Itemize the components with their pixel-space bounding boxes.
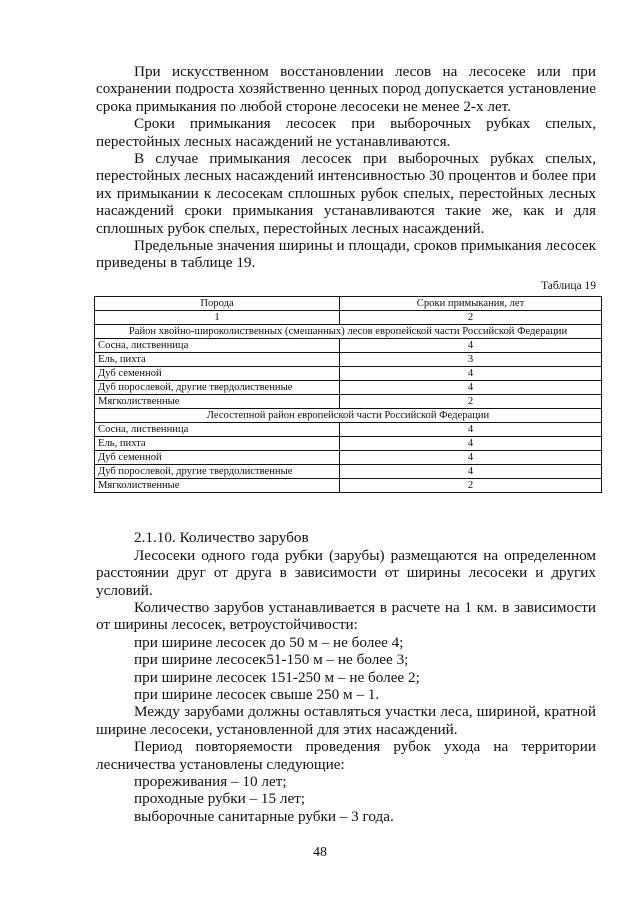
species-cell: Мягколиственные [95, 395, 340, 409]
table-row [95, 339, 602, 353]
column-header: Сроки примыкания, лет [340, 297, 602, 311]
table-caption: Таблица 19 [541, 279, 596, 292]
table-number-row [95, 311, 602, 325]
column-number: 1 [95, 311, 340, 325]
species-cell: Сосна, лиственница [95, 339, 340, 353]
value-cell: 2 [340, 479, 602, 493]
value-cell: 2 [340, 395, 602, 409]
value-cell: 4 [340, 465, 602, 479]
table-section-row [95, 325, 602, 339]
list-item: при ширине лесосек свыше 250 м – 1. [134, 685, 380, 703]
value-cell: 4 [340, 437, 602, 451]
table-row [95, 451, 602, 465]
paragraph: Между зарубами должны оставляться участки леса, шириной, кратной ширине лесосеки, установленной для этих насаждений. [96, 703, 596, 738]
list-item: проходные рубки – 15 лет; [134, 790, 306, 808]
species-cell: Сосна, лиственница [95, 423, 340, 437]
species-cell: Ель, пихта [95, 353, 340, 367]
table-row [95, 465, 602, 479]
paragraph: При искусственном восстановлении лесов на лесосеке или при сохранении подроста хозяйственно ценных пород допускается установление срока примыкания по любой стороне лесосеки не менее 2-х лет. [96, 63, 596, 115]
value-cell: 4 [340, 339, 602, 353]
column-number: 2 [340, 311, 602, 325]
list-item: при ширине лесосек 151-250 м – не более 2; [134, 668, 420, 686]
section-heading: 2.1.10. Количество зарубов [134, 529, 309, 547]
paragraph: Период повторяемости проведения рубок ухода на территории лесничества установлены следующие: [96, 738, 596, 773]
species-cell: Ель, пихта [95, 437, 340, 451]
paragraph: Количество зарубов устанавливается в расчете на 1 км. в зависимости от ширины лесосек, ветроустойчивости: [96, 598, 596, 634]
list-item: прореживания – 10 лет; [134, 772, 287, 790]
table-row [95, 367, 602, 381]
list-item: выборочные санитарные рубки – 3 года. [134, 807, 394, 825]
section-title: Лесостепной район европейской части Российской Федерации [95, 409, 602, 423]
section-title: Район хвойно-широколиственных (смешанных) лесов европейской части Российской Федерации [95, 325, 602, 339]
list-item: при ширине лесосек51-150 м – не более 3; [134, 651, 409, 669]
list-item: при ширине лесосек до 50 м – не более 4; [134, 633, 404, 651]
document-page [96, 63, 596, 825]
value-cell: 3 [340, 353, 602, 367]
paragraph: Сроки примыкания лесосек при выборочных рубках спелых, перестойных лесных насаждений не устанавливаются. [96, 115, 596, 150]
species-cell: Дуб семенной [95, 367, 340, 381]
value-cell: 4 [340, 367, 602, 381]
table-row [95, 479, 602, 493]
table-row [95, 353, 602, 367]
species-cell: Дуб порослевой, другие твердолиственные [95, 465, 340, 479]
value-cell: 4 [340, 423, 602, 437]
table-row [95, 395, 602, 409]
paragraph: В случае примыкания лесосек при выборочных рубках спелых, перестойных лесных насаждений интенсивностью 30 процентов и более при их примыкании к лесосекам сплошных рубок спелых, перестойных лесных насаждений сроки примыкания устанавливаются такие же, как и для сплошных рубок спелых, перестойных лесных насаждений. [96, 150, 596, 237]
table-row [95, 423, 602, 437]
paragraph: Лесосеки одного года рубки (зарубы) размещаются на определенном расстоянии друг от друга в зависимости от ширины лесосеки и других условий. [96, 546, 596, 599]
column-header: Порода [95, 297, 340, 311]
species-cell: Дуб порослевой, другие твердолиственные [95, 381, 340, 395]
table-section-row [95, 409, 602, 423]
table-row [95, 437, 602, 451]
species-cell: Мягколиственные [95, 479, 340, 493]
table-row [95, 381, 602, 395]
species-cell: Дуб семенной [95, 451, 340, 465]
page-number: 48 [313, 845, 327, 860]
value-cell: 4 [340, 381, 602, 395]
value-cell: 4 [340, 451, 602, 465]
table-header-row [95, 297, 602, 311]
paragraph: Предельные значения ширины и площади, сроков примыкания лесосек приведены в таблице 19. [96, 237, 596, 272]
data-table [94, 296, 602, 493]
